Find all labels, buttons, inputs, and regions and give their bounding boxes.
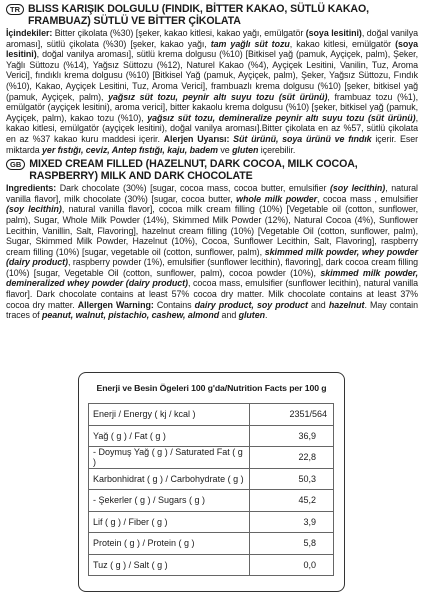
nutrient-label: - Şekerler ( g ) / Sugars ( g ) [89,490,250,512]
nutrient-value: 22,8 [250,447,334,469]
gb-text: , natural vanilla flavor], cocoa milk cream filling (10%) [Vegetable oil (cotton, sunflower, palm), Sugar, Whole Milk Powder (14%), Skimmed Milk Powder (12%), Natural Cocoa (4%), Sunflower Lecithin, Vanillin, Salt, Flavoring], hazelnut cream filling (10%) [Vegetable Oil (cotton, sunflower, palm), Sugar, Skimmed Milk Powder, Hazelnut (10%), Cocoa, Sunflower Lecithin, Salt, Flavoring], raspberry cream filling (10%) [sugar, vegetable oil (cotton, sunflower, palm), [6,204,418,257]
tr-text: içerir. Eser miktarda [6,133,419,155]
gb-allergen-highlight: skimmed milk powder, whey powder (dairy product) [6,246,418,268]
tr-text: ve [330,133,349,144]
tr-section-header [6,3,418,27]
tr-ingredients-label: İçindekiler: [6,28,53,38]
nutrient-label: Yağ ( g ) / Fat ( g ) [89,425,250,447]
gb-allergen-highlight: peanut, walnut, pistachio, cashew, almond [42,310,220,321]
tr-allergen-highlight: fındık [348,133,372,144]
nutrient-label: Tuz ( g ) / Salt ( g ) [89,554,250,576]
nutrient-label: Enerji / Energy ( kj / kcal ) [89,404,250,426]
nutrient-value: 50,3 [250,468,334,490]
table-row [89,425,334,447]
gb-text: Contains [153,299,195,310]
tr-text: , kakao kitlesi, emülgatör (ayçiçek lesitini), doğal vanilya aroması].Bitter çikolata en az %57, sütlü çikolata en az %37 kakao kuru maddesi içerir. [6,112,418,144]
gb-text: , raspberry powder (1%), emulsifier (sunflower lecithin), flavoring], dark cocoa cream filling (10%) [sugar, Vegetable Oil (cotton, sunflower, palm), cocoa powder (10%), [6,257,418,278]
nutrient-label: Karbonhidrat ( g ) / Carbohydrate ( g ) [89,468,250,490]
nutrition-table [88,403,334,576]
tr-allergen-highlight: yer fıstığı, ceviz, Antep fıstığı, kaju, badem [42,144,218,155]
tr-allergen-highlight: (soya lesitini) [305,28,362,38]
nutrient-label: Protein ( g ) / Protein ( g ) [89,533,250,555]
table-row [89,490,334,512]
tr-allergen-highlight: tam yağlı süt tozu [210,38,290,49]
gb-allergen-highlight: hazelnut [328,299,365,310]
gb-allergen-highlight: (soy lecithin) [329,183,386,194]
gb-text: , cocoa mass, emulsifier (sunflower lecithin), natural vanilla flavor]. Dark chocolate contains at least 57% cocoa dry matter. Milk chocolate contains at least 37% cocoa dry matter. [6,278,418,310]
gb-language-badge: GB [6,159,25,170]
tr-allergen-highlight: (soya lesitini) [6,38,418,60]
gb-allergen-highlight: (soy lecithin) [6,204,62,215]
tr-language-badge: TR [6,4,24,15]
table-row [89,447,334,469]
gb-text: , natural vanilla flavor], milk chocolate (30%) [sugar, cocoa butter, [6,183,418,204]
nutrient-value: 5,8 [250,533,334,555]
gb-text: and [307,299,329,310]
tr-ingredients-text [6,28,418,155]
table-row [89,468,334,490]
tr-text: , doğal vanilya aroması], sütlü krema dolgusu (%10) [Bitkisel yağ (pamuk, Ayçiçek, palm), Şeker, Yağlı Süttozu (%14), Yağsız Süttozu (%12), Naturel Kakao (%4), Ayçiçek Lesitini, Vanilin, Tuz, Aroma Verici], fındıklı krema dolgusu (%10) [Bitkisel Yağ (pamuk, Ayçiçek, palm), Şeker, Yağsız Süttozu, Fındık (%10), Kakao, Ayçiçek Lesitini, Tuz, Aroma Verici], frambuazlı krema dolgusu (%10) [şeker, bitkisel yağ (pamuk, Ayçiçek, palm), [6,49,418,102]
gb-text: . May contain traces of [6,299,418,321]
table-row [89,554,334,576]
tr-allergen-highlight: Süt ürünü, soya ürünü [229,133,331,144]
nutrient-value: 3,9 [250,511,334,533]
gb-section-header [6,158,418,182]
tr-text: içerebilir. [258,144,296,155]
gb-allergen-highlight: whole milk powder [236,193,317,204]
tr-allergen-highlight: gluten [232,144,259,155]
gb-text: Dark chocolate (30%) [sugar, cocoa mass, cocoa butter, emulsifier [56,183,330,194]
nutrient-label: Lif ( g ) / Fiber ( g ) [89,511,250,533]
gb-allergen-highlight: gluten [238,310,265,321]
nutrient-label: - Doymuş Yağ ( g ) / Saturated Fat ( g ) [89,447,250,469]
gb-allergen-highlight: skimmed milk powder, demineralized whey powder (dairy product) [6,267,418,289]
nutrient-value: 45,2 [250,490,334,512]
tr-text: , doğal vanilya aroması], sütlü çikolata (%30) [şeker, kakao yağı, [6,28,418,49]
gb-allergen-highlight: dairy product, soy product [194,299,308,310]
gb-ingredients-text [6,183,418,321]
table-row [89,511,334,533]
tr-allergen-label: Alerjen Uyarısı: [163,133,230,144]
tr-text: , frambuaz tozu (%1), emülgatör (ayçiçek lesitini), aroma verici], bitter kakaolu krema dolgusu (%10) [şeker, bitkisel yağ (pamuk, Ayçiçek, palm), kakao tozu (%10), [6,91,419,123]
tr-text: , kakao kitlesi, emülgatör [289,38,396,49]
gb-text: , cocoa mass , emulsifier [317,193,418,204]
nutrition-facts-panel [78,372,345,592]
gb-ingredients-label: Ingredients: [6,183,57,194]
table-row [89,533,334,555]
nutrient-value: 2351/564 [250,404,334,426]
gb-text: and [219,310,239,321]
gb-product-title: MIXED CREAM FILLED (HAZELNUT, DARK COCOA, MILK COCOA, RASPBERRY) MILK AND DARK CHOCOLATE [29,158,358,183]
nutrient-value: 36,9 [250,425,334,447]
gb-text: . [264,310,268,321]
tr-allergen-highlight: yağsız süt tozu, peynir altı suyu tozu (süt ürünü) [108,91,328,102]
nutrition-header: Enerji ve Besin Ögeleri 100 g'da/Nutrition Facts per 100 g [96,383,327,393]
nutrient-value: 0,0 [250,554,334,576]
tr-text: ve [217,144,233,155]
gb-allergen-label: Allergen Warning: [77,299,154,310]
tr-text: Bitter çikolata (%30) [şeker, kakao kitlesi, kakao yağı, emülgatör [52,28,306,38]
table-row [89,404,334,426]
tr-allergen-highlight: yağsız süt tozu, demineralize peynir altı suyu tozu (süt ürünü) [147,112,416,123]
tr-product-title: BLISS KARIŞIK DOLGULU (FINDIK, BİTTER KAKAO, SÜTLÜ KAKAO, FRAMBUAZ) SÜTLÜ VE BİTTER ÇİKOLATA [28,3,369,27]
